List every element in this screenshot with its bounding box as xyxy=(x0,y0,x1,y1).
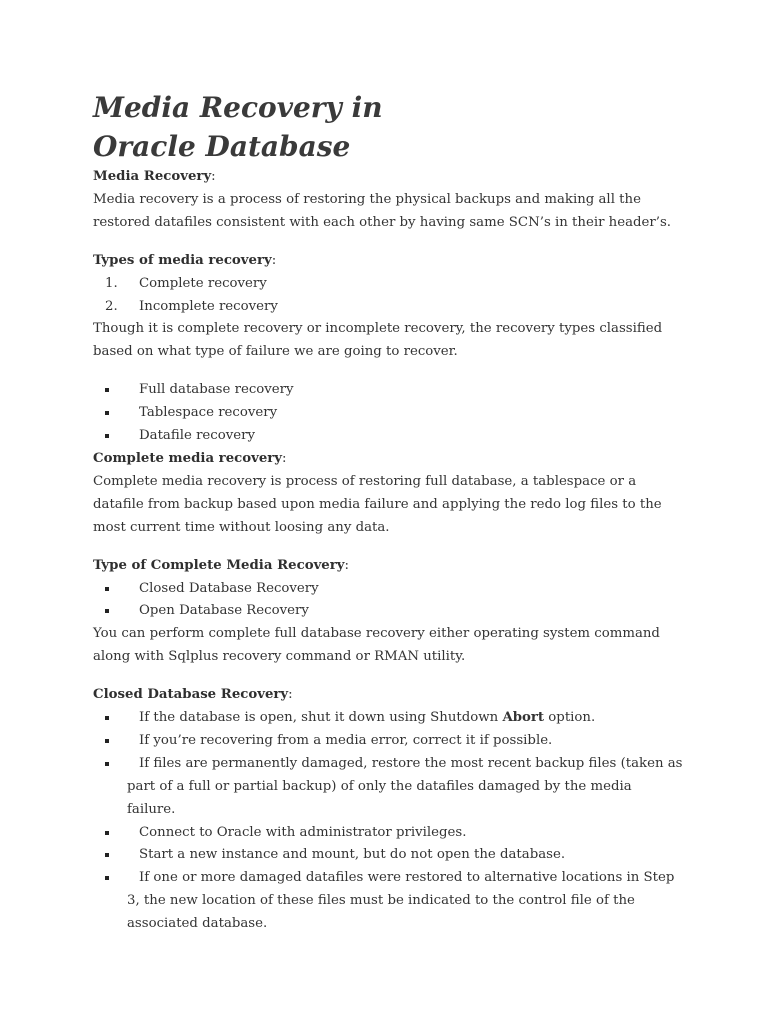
title-line-2: Oracle Database xyxy=(93,130,351,163)
list-item: Start a new instance and mount, but do not open the database. xyxy=(93,844,683,867)
bullet-icon xyxy=(105,388,109,392)
list-item: If one or more damaged datafiles were restored to alternative locations in Step 3, the new location of these files must be indicated to the control file of the associated database. xyxy=(93,867,683,936)
list-item: Closed Database Recovery xyxy=(93,578,683,601)
type-complete-heading: Type of Complete Media Recovery: xyxy=(93,557,349,573)
recovery-scope-list xyxy=(93,379,683,448)
list-item: Connect to Oracle with administrator privileges. xyxy=(93,822,683,845)
bullet-icon xyxy=(105,609,109,613)
complete-heading: Complete media recovery: xyxy=(93,450,287,466)
document-page xyxy=(93,88,683,936)
bullet-icon xyxy=(105,853,109,857)
list-item: Full database recovery xyxy=(93,379,683,402)
closed-heading: Closed Database Recovery: xyxy=(93,687,293,703)
type-complete-list xyxy=(93,578,683,624)
list-item: Tablespace recovery xyxy=(93,402,683,425)
types-text: Though it is complete recovery or incomplete recovery, the recovery types classified based on what type of failure we are going to recover. xyxy=(93,321,663,360)
bullet-icon xyxy=(105,831,109,835)
list-item: 2. Incomplete recovery xyxy=(105,298,278,314)
media-recovery-text: Media recovery is a process of restoring the physical backups and making all the restored datafiles consistent with each other by having same SCN’s in their header’s. xyxy=(93,191,672,230)
type-complete-text: You can perform complete full database recovery either operating system command along with Sqlplus recovery command or RMAN utility. xyxy=(93,626,660,665)
title-line-1: Media Recovery in xyxy=(93,91,383,124)
list-item: Open Database Recovery xyxy=(93,600,683,623)
list-item: If you’re recovering from a media error, correct it if possible. xyxy=(93,730,683,753)
types-list xyxy=(93,273,683,319)
list-item: 1. Complete recovery xyxy=(105,275,267,291)
closed-steps-list xyxy=(93,707,683,936)
list-item: Datafile recovery xyxy=(93,425,683,448)
list-item: If files are permanently damaged, restore the most recent backup files (taken as part of a full or partial backup) of only the datafiles damaged by the media failure. xyxy=(93,753,683,822)
bullet-icon xyxy=(105,716,109,720)
list-item: If the database is open, shut it down using Shutdown Abort option. xyxy=(93,707,683,730)
media-recovery-heading: Media Recovery: xyxy=(93,169,216,184)
complete-text: Complete media recovery is process of restoring full database, a tablespace or a datafile from backup based upon media failure and applying the redo log files to the most current time without loosing any data. xyxy=(93,473,662,535)
document-title xyxy=(93,88,683,166)
bullet-icon xyxy=(105,411,109,415)
bullet-icon xyxy=(105,587,109,591)
bullet-icon xyxy=(105,762,109,766)
bullet-icon xyxy=(105,434,109,438)
types-heading: Types of media recovery: xyxy=(93,252,277,268)
bullet-icon xyxy=(105,876,109,880)
bullet-icon xyxy=(105,739,109,743)
